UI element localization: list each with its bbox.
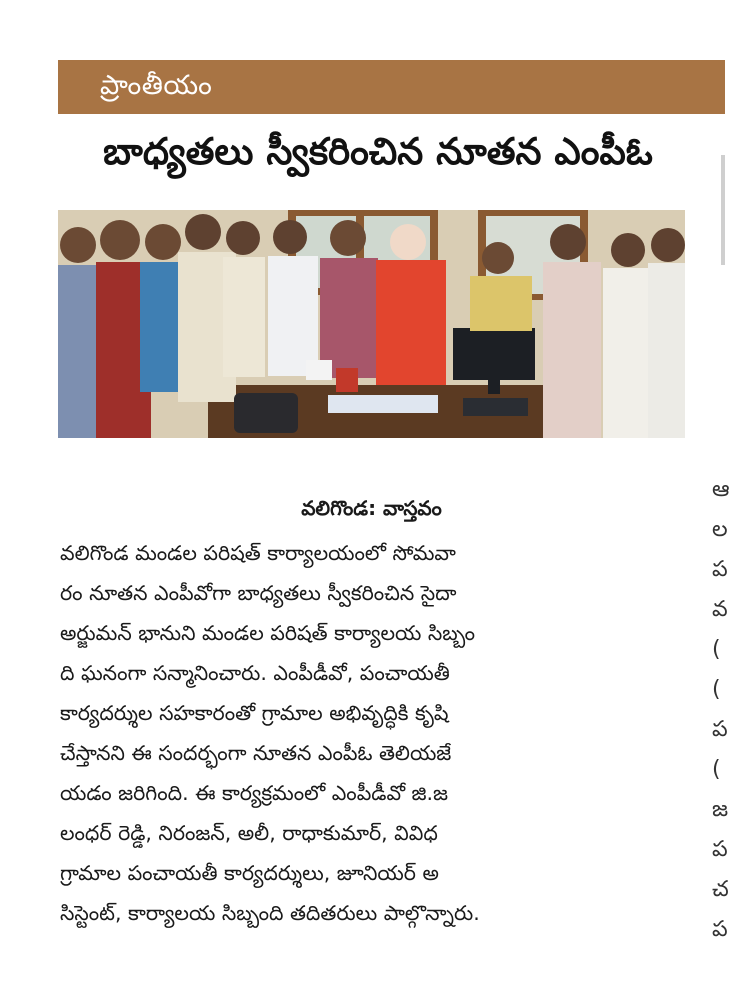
body-line: అర్జుమన్ భానుని మండల పరిషత్ కార్యాలయ సిబ్బం [60, 621, 476, 645]
section-label: ప్రాంతీయం [100, 70, 213, 101]
article-body [60, 533, 685, 933]
adjacent-column-edge [721, 155, 725, 265]
body-line: కార్యదర్శుల సహకారంతో గ్రామాల అభివృద్ధికి కృషి [60, 701, 449, 725]
article-headline: బాధ్యతలు స్వీకరించిన నూతన ఎంపీఓ [103, 130, 653, 173]
article-dateline: వలిగొండ: వాస్తవం [301, 496, 442, 520]
adjacent-column-fragment: ఆ ల ప వ ( ( ప ( జ ప చ ప [712, 477, 730, 942]
article-photo [58, 210, 685, 438]
body-line: లంధర్ రెడ్డి, నిరంజన్, అలీ, రాధాకుమార్, వివిధ [60, 821, 438, 845]
body-line: యడం జరిగింది. ఈ కార్యక్రమంలో ఎంపీడీవో జి.జ [60, 781, 449, 805]
body-line: చేస్తానని ఈ సందర్భంగా నూతన ఎంపీఓ తెలియజే [60, 741, 452, 765]
body-line: రం నూతన ఎంపీవోగా బాధ్యతలు స్వీకరించిన సైదా [60, 581, 457, 605]
body-line: సిస్టెంట్, కార్యాలయ సిబ్బంది తదితరులు పాల్గొన్నారు. [60, 901, 480, 925]
body-line: ది ఘనంగా సన్మానించారు. ఎంపీడీవో, పంచాయతీ [60, 661, 450, 685]
body-line: వలిగొండ మండల పరిషత్ కార్యాలయంలో సోమవా [60, 541, 456, 565]
body-line: గ్రామాల పంచాయతీ కార్యదర్శులు, జూనియర్ అ [60, 861, 439, 885]
